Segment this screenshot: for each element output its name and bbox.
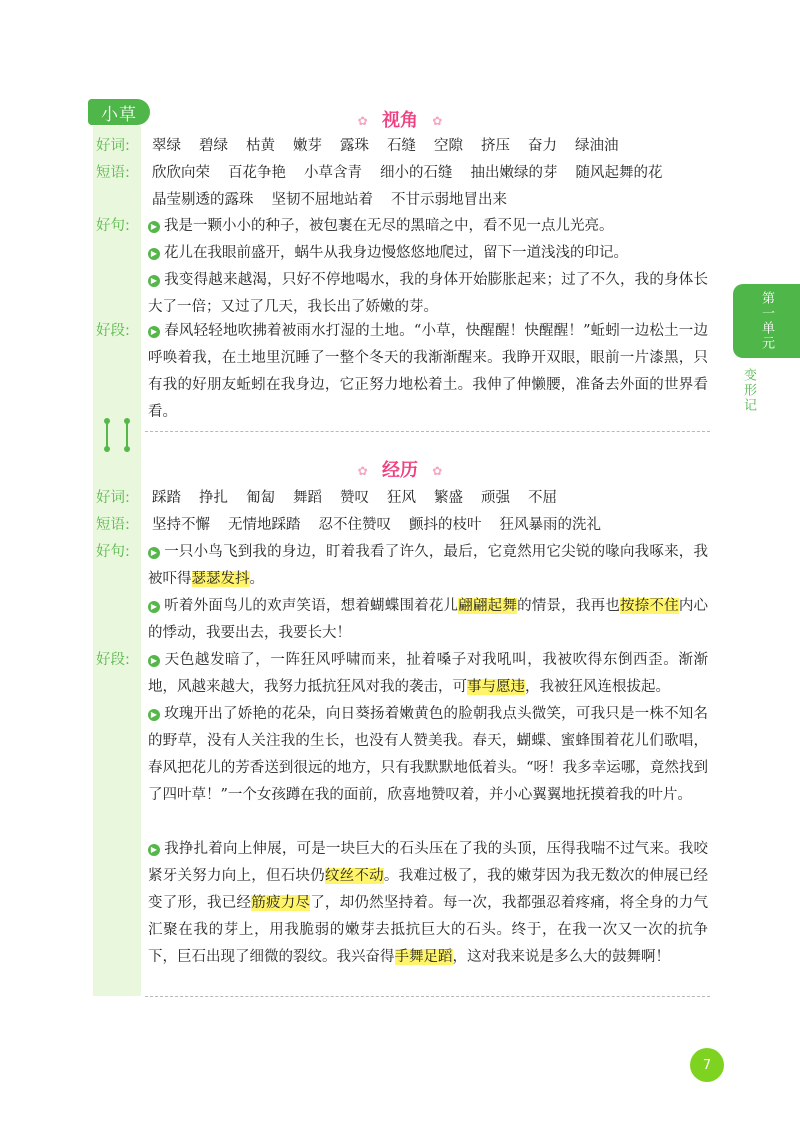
section-title-2: ✿ 经历 ✿: [357, 460, 443, 481]
flower-icon: ✿: [357, 464, 368, 478]
paragraph-item: ▶ 我挣扎着向上伸展，可是一块巨大的石头压在了我的头顶，压得我喘不过气来。我咬紧牙关努力向上，但石块仍纹丝不动。我难过极了，我的嫩芽因为我无数次的伸展已经变了形，我已经筋疲力尽了，却仍然坚持着。每一次，我都强忍着疼痛，将全身的力气汇聚在我的芽上，用我脆弱的嫩芽去抵抗巨大的石头。终于，在我一次又一次的抗争下，巨石出现了细微的裂纹。我兴奋得手舞足蹈，这对我来说是多么大的鼓舞啊！: [148, 841, 709, 965]
section-divider: [145, 431, 710, 432]
play-bullet-icon: ▶: [148, 326, 160, 338]
side-tab-unit: 第一单元: [733, 284, 800, 358]
topic-tag: 小草: [88, 99, 150, 125]
play-bullet-icon: ▶: [148, 275, 160, 287]
flower-icon: ✿: [432, 464, 443, 478]
play-bullet-icon: ▶: [148, 709, 160, 721]
flower-icon: ✿: [357, 114, 368, 128]
play-bullet-icon: ▶: [148, 601, 160, 613]
paragraph-item: ▶ 春风轻轻地吹拂着被雨水打湿的土地。“小草，快醒醒！快醒醒！”蚯蚓一边松土一边呼唤着我，在土地里沉睡了一整个冬天的我渐渐醒来。我睁开双眼，眼前一片漆黑，只有我的好朋友蚯蚓在我身边，它正努力地松着土。我伸了伸懒腰，准备去外面的世界看看。: [148, 323, 708, 420]
section-title-1: ✿ 视角 ✿: [357, 110, 443, 131]
play-bullet-icon: ▶: [148, 655, 160, 667]
side-tab-topic: 变形记: [741, 368, 756, 413]
play-bullet-icon: ▶: [148, 221, 160, 233]
sentence-item: ▶ 一只小鸟飞到我的身边，盯着我看了许久，最后，它竟然用它尖锐的喙向我啄来，我被吓得瑟瑟发抖。: [148, 544, 708, 587]
words-list-2: 踩踏 挣扎 匍匐 舞蹈 赞叹 狂风 繁盛 顽强 不屈: [152, 490, 557, 506]
play-bullet-icon: ▶: [148, 248, 160, 260]
phrases-list-2: 坚持不懈 无情地踩踏 忍不住赞叹 颤抖的枝叶 狂风暴雨的洗礼: [152, 517, 601, 533]
play-bullet-icon: ▶: [148, 844, 160, 856]
page-number: 7: [690, 1048, 724, 1082]
flower-icon: ✿: [432, 114, 443, 128]
sentence-item: ▶ 我是一颗小小的种子，被包裹在无尽的黑暗之中，看不见一点儿光亮。: [148, 213, 708, 240]
clip-decoration: [96, 418, 140, 454]
sentence-item: ▶ 听着外面鸟儿的欢声笑语，想着蝴蝶围着花儿翩翩起舞的情景，我再也按捺不住内心的悸动，我要出去，我要长大！: [148, 598, 709, 641]
words-list-1: 翠绿 碧绿 枯黄 嫩芽 露珠 石缝 空隙 挤压 奋力 绿油油: [152, 138, 619, 154]
play-bullet-icon: ▶: [148, 547, 160, 559]
phrases-list-1: 欣欣向荣 百花争艳 小草含青 细小的石缝 抽出嫩绿的芽 随风起舞的花: [152, 165, 663, 181]
bottom-divider: [145, 996, 710, 997]
sentence-item: ▶ 我变得越来越渴，只好不停地喝水，我的身体开始膨胀起来；过了不久，我的身体长大了一倍；又过了几天，我长出了娇嫩的芽。: [148, 272, 708, 315]
paragraph-item: ▶ 天色越发暗了，一阵狂风呼啸而来，扯着嗓子对我吼叫，我被吹得东倒西歪。渐渐地，风越来越大，我努力抵抗狂风对我的袭击，可事与愿违，我被狂风连根拔起。: [148, 652, 708, 695]
sentence-item: ▶ 花儿在我眼前盛开，蜗牛从我身边慢悠悠地爬过，留下一道浅浅的印记。: [148, 240, 708, 267]
paragraph-item: ▶ 玫瑰开出了娇艳的花朵，向日葵扬着嫩黄色的脸朝我点头微笑，可我只是一株不知名的野草，没有人关注我的生长，也没有人赞美我。春天，蝴蝶、蜜蜂围着花儿们歌唱，春风把花儿的芳香送到很远的地方，只有我默默地低着头。“呀！我多幸运哪，竟然找到了四叶草！”一个女孩蹲在我的面前，欣喜地赞叹着，并小心翼翼地抚摸着我的叶片。: [148, 706, 708, 803]
